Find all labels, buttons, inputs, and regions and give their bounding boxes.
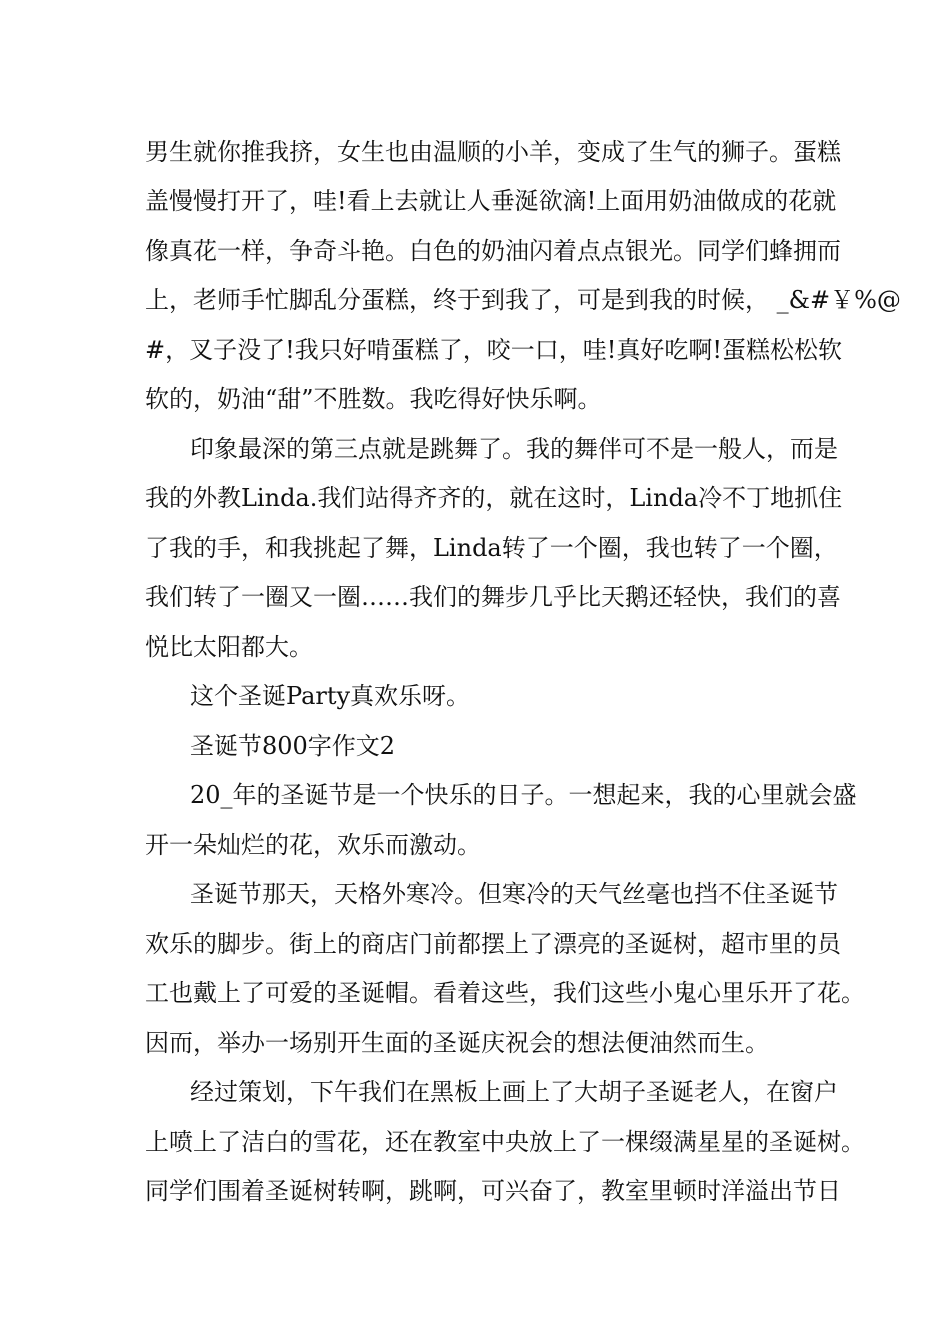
text-line: 上，老师手忙脚乱分蛋糕，终于到我了，可是到我的时候， _&#￥%@ bbox=[145, 286, 901, 314]
text-line: 我的外教Linda.我们站得齐齐的，就在这时，Linda冷不丁地抓住 bbox=[145, 484, 843, 512]
text-line: 悦比太阳都大。 bbox=[145, 633, 313, 661]
paragraph-first-line: 这个圣诞Party真欢乐呀。 bbox=[190, 682, 471, 710]
text-line: #，叉子没了!我只好啃蛋糕了，咬一口，哇!真好吃啊!蛋糕松松软 bbox=[145, 336, 843, 364]
text-line: 工也戴上了可爱的圣诞帽。看着这些，我们这些小鬼心里乐开了花。 bbox=[145, 979, 865, 1007]
paragraph-first-line: 印象最深的第三点就是跳舞了。我的舞伴可不是一般人，而是 bbox=[190, 435, 838, 463]
text-line: 因而，举办一场别开生面的圣诞庆祝会的想法便油然而生。 bbox=[145, 1029, 769, 1057]
text-line: 开一朵灿烂的花，欢乐而激动。 bbox=[145, 831, 481, 859]
paragraph-first-line: 经过策划，下午我们在黑板上画上了大胡子圣诞老人，在窗户 bbox=[190, 1078, 838, 1106]
text-line: 盖慢慢打开了，哇!看上去就让人垂涎欲滴!上面用奶油做成的花就 bbox=[145, 187, 837, 215]
paragraph-first-line: 20_年的圣诞节是一个快乐的日子。一想起来，我的心里就会盛 bbox=[190, 781, 857, 809]
text-line: 软的，奶油“甜”不胜数。我吃得好快乐啊。 bbox=[145, 385, 602, 413]
text-line: 同学们围着圣诞树转啊，跳啊，可兴奋了，教室里顿时洋溢出节日 bbox=[145, 1177, 841, 1205]
section-heading: 圣诞节800字作文2 bbox=[190, 732, 396, 760]
text-line: 上喷上了洁白的雪花，还在教室中央放上了一棵缀满星星的圣诞树。 bbox=[145, 1128, 865, 1156]
paragraph-first-line: 圣诞节那天，天格外寒冷。但寒冷的天气丝毫也挡不住圣诞节 bbox=[190, 880, 838, 908]
text-line: 欢乐的脚步。街上的商店门前都摆上了漂亮的圣诞树，超市里的员 bbox=[145, 930, 841, 958]
text-line: 我们转了一圈又一圈……我们的舞步几乎比天鹅还轻快，我们的喜 bbox=[145, 583, 841, 611]
text-line: 了我的手，和我挑起了舞，Linda转了一个圈，我也转了一个圈， bbox=[145, 534, 838, 562]
text-line: 像真花一样，争奇斗艳。白色的奶油闪着点点银光。同学们蜂拥而 bbox=[145, 237, 841, 265]
text-line: 男生就你推我挤，女生也由温顺的小羊，变成了生气的狮子。蛋糕 bbox=[145, 138, 841, 166]
